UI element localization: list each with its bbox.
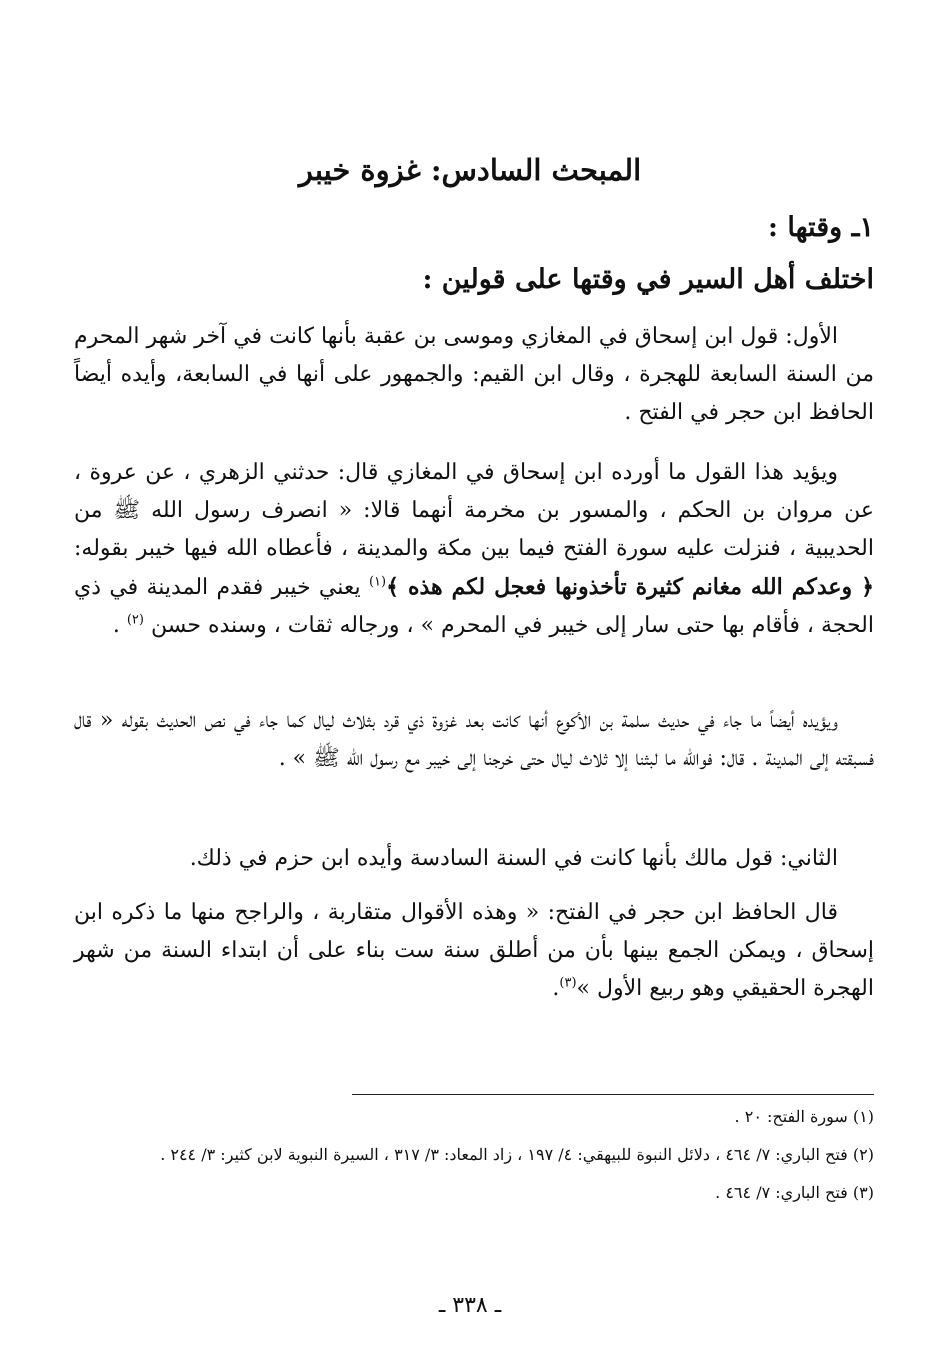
paragraph-end: . [552,976,560,1001]
footnote-ref-3: (٣) [559,975,577,991]
footnote-ref-1: (١) [368,574,387,590]
section-number: ١ـ [851,212,874,243]
section-heading [768,208,874,248]
paragraph-supporting-narration [74,454,874,645]
paragraph-text: قال الحافظ ابن حجر في الفتح: « وهذه الأقوال متقاربة ، والراجح منها ما ذكره ابن إسحاق ، ويمكن الجمع بينها بأن من أطلق سنة ست بناء على أن ابتداء السنة من شهر الهجرة الحقيقي وهو ربيع الأول » [74,900,874,1001]
paragraph-end: . [112,613,120,638]
paragraph-ibn-hajar-quote [74,894,874,1008]
paragraph-first-opinion: الأول: قول ابن إسحاق في المغازي وموسى بن عقبة بأنها كانت في آخر شهر المحرم من السنة السابعة للهجرة ، وقال ابن القيم: والجمهور على أنها في السابعة، وأيده أيضاً الحافظ ابن حجر في الفتح . [74,324,874,425]
footnote-ref-2: (٢) [126,612,144,628]
footnote-1: (١) سورة الفتح: ٢٠ . [734,1107,874,1126]
section-heading-text: وقتها : [768,212,843,243]
quran-verse: ﴿ وعدكم الله مغانم كثيرة تأخذونها فعجل لكم هذه ﴾ [386,574,875,600]
footnotes [74,1104,874,1218]
footnote-3: (٣) فتح الباري: ٧/ ٤٦٤ . [715,1183,874,1202]
paragraph-text: يعني خيبر فقدم المدينة في ذي الحجة ، فأقام بها حتى سار إلى خيبر في المحرم » ، ورجاله ثقات ، وسنده حسن [74,575,874,638]
page-number: ـ ٣٣٨ ـ [438,1293,502,1318]
subheading: اختلف أهل السير في وقتها على قولين : [422,264,874,295]
paragraph-text: ويؤيد هذا القول ما أورده ابن إسحاق في المغازي قال: حدثني الزهري ، عن عروة ، عن مروان بن الحكم ، والمسور بن مخرمة أنهما قالا: « انصرف رسول الله ﷺ من الحديبية ، فنزلت عليه سورة الفتح فيما بين مكة والمدينة ، فأعطاه الله فيها خيبر بقوله: [74,460,874,561]
chapter-title: المبحث السادس: غزوة خيبر [298,153,642,187]
footnote-divider [352,1094,874,1095]
paragraph-salama-hadith: ويؤيده أيضاً ما جاء في حديث سلمة بن الأكوع أنها كانت بعد غزوة ذي قرد بثلاث ليال كما جاء في نص الحديث بقوله « قال فسبقته إلى المدينة . قال: فوالله ما لبثنا إلا ثلاث ليال حتى خرجنا إلى خيبر مع رسول الله ﷺ » . [74,708,874,771]
paragraph-second-opinion: الثاني: قول مالك بأنها كانت في السنة السادسة وأيده ابن حزم في ذلك. [189,846,838,871]
footnote-2: (٢) فتح الباري: ٧/ ٤٦٤ ، دلائل النبوة للبيهقي: ٤/ ١٩٧ ، زاد المعاد: ٣/ ٣١٧ ، السيرة النبوية لابن كثير: ٣/ ٢٤٤ . [160,1145,874,1164]
